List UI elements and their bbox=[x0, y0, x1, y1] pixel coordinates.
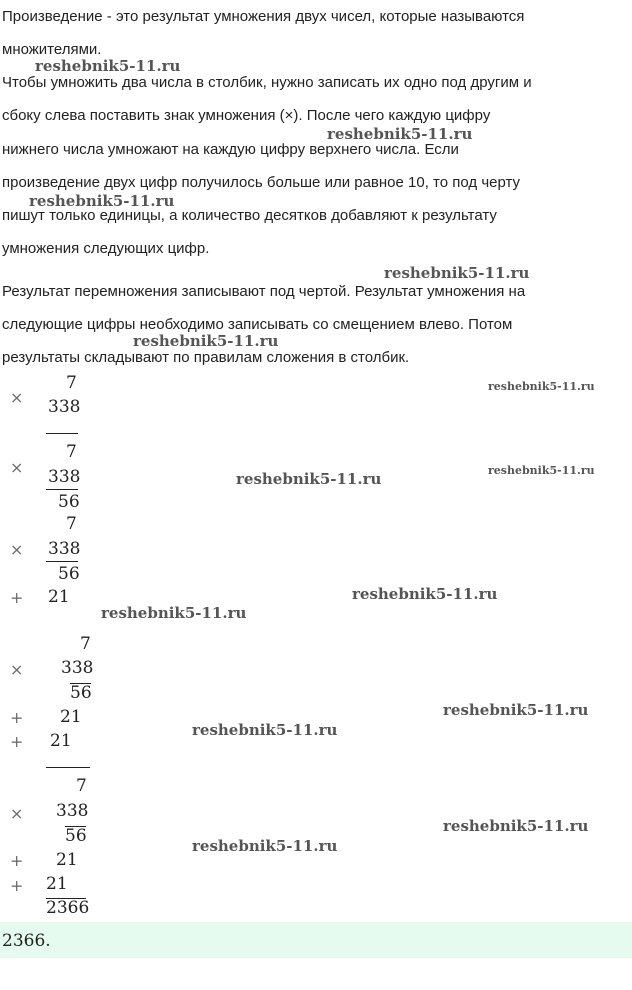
watermark: reshebnik5-11.ru bbox=[327, 125, 473, 143]
paragraph-line-4: сбоку слева поставить знак умножения (×). После чего каждую цифру bbox=[2, 107, 491, 124]
partial-product-2: 21 bbox=[56, 850, 78, 870]
watermark: reshebnik5-11.ru bbox=[101, 604, 247, 622]
watermark: reshebnik5-11.ru bbox=[443, 701, 589, 719]
factor-top: 7 bbox=[66, 373, 77, 393]
partial-product-1: 56 bbox=[70, 683, 92, 703]
underline bbox=[46, 767, 90, 768]
underline bbox=[46, 433, 78, 434]
answer-box bbox=[0, 922, 632, 958]
paragraph-line-9: Результат перемножения записывают под чертой. Результат умножения на bbox=[2, 283, 526, 300]
factor-top: 7 bbox=[66, 442, 77, 462]
watermark: reshebnik5-11.ru bbox=[192, 721, 338, 739]
factor-bottom: 338 bbox=[48, 397, 81, 417]
underline bbox=[46, 489, 78, 490]
watermark: reshebnik5-11.ru bbox=[488, 464, 595, 477]
underline bbox=[46, 561, 78, 562]
partial-product-1: 56 bbox=[58, 564, 80, 584]
partial-product-3: 21 bbox=[46, 874, 68, 894]
paragraph-line-7: пишут только единицы, а количество десятков добавляют к результату bbox=[2, 207, 497, 224]
paragraph-line-11: результаты складывают по правилам сложения в столбик. bbox=[2, 349, 410, 366]
factor-bottom: 338 bbox=[48, 539, 81, 559]
partial-product-2: 21 bbox=[48, 587, 70, 607]
multiply-sign: × bbox=[10, 804, 24, 823]
paragraph-line-8: умножения следующих цифр. bbox=[2, 240, 210, 257]
plus-sign: + bbox=[10, 708, 24, 727]
watermark: reshebnik5-11.ru bbox=[35, 57, 181, 75]
multiply-sign: × bbox=[10, 458, 24, 477]
watermark: reshebnik5-11.ru bbox=[352, 585, 498, 603]
answer-text: 2366. bbox=[2, 931, 51, 951]
watermark: reshebnik5-11.ru bbox=[384, 264, 530, 282]
plus-sign: + bbox=[10, 851, 24, 870]
factor-bottom: 338 bbox=[48, 467, 81, 487]
paragraph-line-6: произведение двух цифр получилось больше или равное 10, то под черту bbox=[2, 174, 521, 191]
factor-top: 7 bbox=[80, 634, 91, 654]
final-result: 2366 bbox=[46, 898, 90, 918]
watermark: reshebnik5-11.ru bbox=[29, 192, 175, 210]
multiply-sign: × bbox=[10, 388, 24, 407]
plus-sign: + bbox=[10, 588, 24, 607]
factor-top: 7 bbox=[66, 514, 77, 534]
multiply-sign: × bbox=[10, 540, 24, 559]
factor-bottom: 338 bbox=[56, 801, 89, 821]
watermark: reshebnik5-11.ru bbox=[488, 380, 595, 393]
paragraph-line-3: Чтобы умножить два числа в столбик, нужно записать их одно под другим и bbox=[2, 74, 532, 91]
watermark: reshebnik5-11.ru bbox=[133, 332, 279, 350]
partial-product-3: 21 bbox=[50, 731, 72, 751]
watermark: reshebnik5-11.ru bbox=[443, 817, 589, 835]
paragraph-line-2: множителями. bbox=[2, 41, 102, 58]
plus-sign: + bbox=[10, 732, 24, 751]
partial-product-1: 56 bbox=[58, 492, 80, 512]
paragraph-line-10: следующие цифры необходимо записывать со смещением влево. Потом bbox=[2, 316, 513, 333]
paragraph-line-1: Произведение - это результат умножения двух чисел, которые называются bbox=[2, 8, 525, 25]
factor-bottom: 338 bbox=[61, 658, 94, 678]
paragraph-line-5: нижнего числа умножают на каждую цифру верхнего числа. Если bbox=[2, 141, 459, 158]
watermark: reshebnik5-11.ru bbox=[192, 837, 338, 855]
multiply-sign: × bbox=[10, 660, 24, 679]
factor-top: 7 bbox=[76, 776, 87, 796]
partial-product-1: 56 bbox=[65, 826, 87, 846]
plus-sign: + bbox=[10, 876, 24, 895]
watermark: reshebnik5-11.ru bbox=[236, 470, 382, 488]
partial-product-2: 21 bbox=[60, 707, 82, 727]
